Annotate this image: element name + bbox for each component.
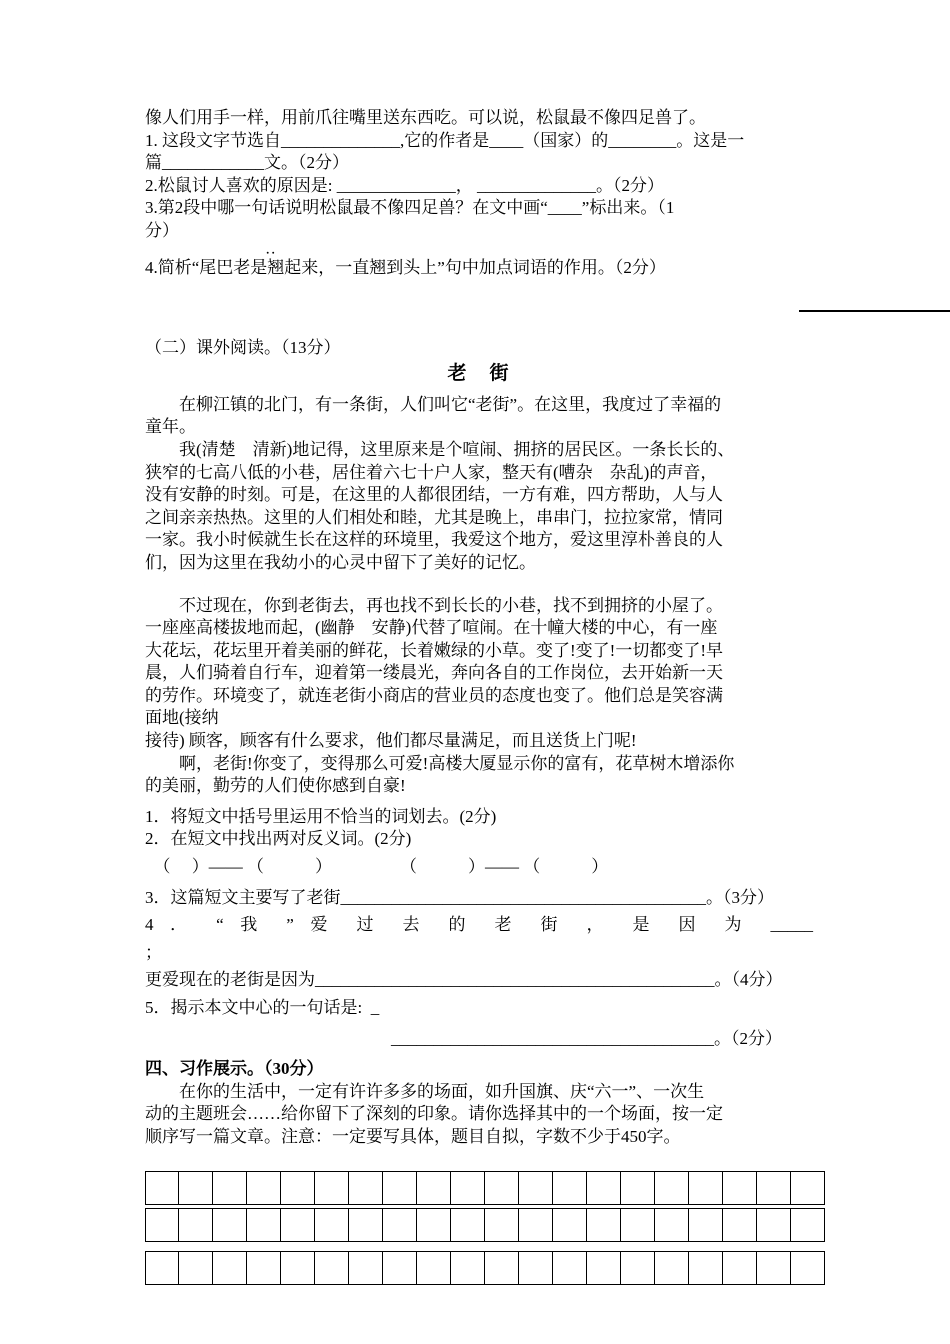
writing-grid-cell — [655, 1251, 689, 1285]
passage-line: 晨，人们骑着自行车，迎着第一缕晨光，奔向各自的工作岗位，去开始新一天 — [145, 663, 723, 683]
question-2-line: 2.松鼠讨人喜欢的原因是: ______________， ______________。（2分） — [145, 175, 664, 195]
writing-grid-cell — [519, 1208, 553, 1242]
page-content — [145, 107, 813, 1285]
passage-line: 一座座高楼拔地而起，(幽静 安静)代替了喧闹。在十幢大楼的中心，有一座 — [145, 618, 718, 638]
writing-grid-cell — [281, 1208, 315, 1242]
page-edge-rule — [799, 310, 950, 312]
reading-question-4-semicolon: ； — [145, 942, 162, 962]
writing-grid-cell — [179, 1208, 213, 1242]
writing-grid-cell — [621, 1251, 655, 1285]
writing-grid-cell — [689, 1171, 723, 1205]
writing-grid-cell — [723, 1171, 757, 1205]
reading-question-5-continuation: ______________________________________。（2分） — [391, 1028, 782, 1048]
passage-line: 之间亲亲热热。这里的人们相处和睦，尤其是晚上，串串门，拉拉家常，情同 — [145, 507, 723, 527]
writing-grid-cell — [247, 1208, 281, 1242]
writing-instruction-line: 顺序写一篇文章。注意：一定要写具体，题目自拟，字数不少于450字。 — [145, 1126, 681, 1146]
writing-grid-row — [145, 1171, 829, 1205]
writing-grid-cell — [553, 1208, 587, 1242]
writing-grid-cell — [553, 1171, 587, 1205]
writing-grid-cell — [587, 1251, 621, 1285]
writing-grid-cell — [519, 1251, 553, 1285]
writing-grid — [145, 1171, 829, 1285]
writing-grid-cell — [315, 1208, 349, 1242]
writing-grid-cell — [791, 1251, 825, 1285]
writing-section — [145, 1058, 813, 1284]
reading-question-3: 3．这篇短文主要写了老街___________________________________________。（3分） — [145, 887, 774, 907]
writing-grid-cell — [145, 1251, 179, 1285]
writing-grid-cell — [383, 1208, 417, 1242]
writing-grid-cell — [621, 1208, 655, 1242]
writing-grid-cell — [417, 1251, 451, 1285]
writing-grid-cell — [723, 1208, 757, 1242]
writing-grid-cell — [349, 1251, 383, 1285]
writing-grid-cell — [281, 1171, 315, 1205]
writing-grid-cell — [791, 1171, 825, 1205]
writing-grid-cell — [451, 1251, 485, 1285]
writing-grid-cell — [655, 1171, 689, 1205]
writing-grid-cell — [553, 1251, 587, 1285]
writing-grid-cell — [757, 1208, 791, 1242]
writing-grid-cell — [621, 1171, 655, 1205]
writing-grid-cell — [213, 1171, 247, 1205]
question-1-line-1: 1. 这段文字节选自______________,它的作者是____（国家）的________。这是一 — [145, 130, 745, 150]
writing-grid-cell — [723, 1251, 757, 1285]
writing-grid-cell — [519, 1171, 553, 1205]
writing-grid-cell — [247, 1251, 281, 1285]
writing-grid-cell — [451, 1208, 485, 1242]
passage-line: 在柳江镇的北门，有一条街，人们叫它“老街”。在这里，我度过了幸福的 — [179, 394, 722, 414]
passage-line: 童年。 — [145, 417, 196, 437]
passage-line: 的美丽，勤劳的人们使你感到自豪! — [145, 776, 406, 796]
reading-question-4: 4 ． “ 我 ” 爱 过 去 的 老 街 ， 是 因 为 _____ — [145, 915, 813, 935]
reading-question-1: 1．将短文中括号里运用不恰当的词划去。(2分) — [145, 806, 497, 826]
reading-question-4-continuation: 更爱现在的老街是因为_______________________________________________。（4分） — [145, 970, 783, 990]
writing-grid-cell — [315, 1171, 349, 1205]
passage-line: 的劳作。环境变了，就连老街小商店的营业员的态度也变了。他们总是笑容满 — [145, 685, 723, 705]
writing-grid-cell — [655, 1208, 689, 1242]
reading-questions — [145, 806, 813, 1050]
writing-grid-cell — [757, 1171, 791, 1205]
question-3-line-2: 分） — [145, 220, 179, 240]
writing-grid-cell — [145, 1208, 179, 1242]
question-4-line: 4.简析“尾巴老是翘起来，一直翘到头上”句中加点词语的作用。（2分） — [145, 257, 666, 277]
passage-line: 啊，老街!你变了，变得那么可爱!高楼大厦显示你的富有，花草树木增添你 — [179, 753, 735, 773]
writing-grid-row — [145, 1251, 829, 1285]
passage-line: 一家。我小时候就生长在这样的环境里，我爱这个地方，爱这里淳朴善良的人 — [145, 530, 723, 550]
reading-question-2: 2．在短文中找出两对反义词。(2分) — [145, 829, 412, 849]
emphasis-dots: ．． — [266, 243, 283, 256]
reading-question-2-blanks: （ ）—— （ ） （ ）—— （ ） — [145, 857, 609, 877]
passage-line: 没有安静的时刻。可是，在这里的人都很团结，一方有难，四方帮助，人与人 — [145, 485, 723, 505]
passage-line: 狭窄的七高八低的小巷，居住着六七十户人家，整天有(嘈杂 杂乱)的声音， — [145, 462, 718, 482]
writing-instruction-line: 动的主题班会……给你留下了深刻的印象。请你选择其中的一个场面，按一定 — [145, 1104, 723, 1124]
writing-grid-cell — [689, 1208, 723, 1242]
reading-section — [145, 337, 813, 1050]
writing-grid-cell — [179, 1251, 213, 1285]
writing-grid-cell — [587, 1208, 621, 1242]
writing-grid-cell — [417, 1208, 451, 1242]
question-3-line-1: 3.第2段中哪一句话说明松鼠最不像四足兽？在文中画“____”标出来。（1 — [145, 198, 675, 218]
writing-grid-cell — [213, 1208, 247, 1242]
writing-grid-cell — [485, 1208, 519, 1242]
writing-grid-cell — [179, 1171, 213, 1205]
reading-section-heading: （二）课外阅读。（13分） — [145, 338, 341, 358]
writing-grid-cell — [349, 1171, 383, 1205]
writing-section-heading: 四、习作展示。（30分） — [145, 1059, 324, 1079]
writing-grid-cell — [485, 1251, 519, 1285]
passage-title: 老 街 — [447, 362, 511, 384]
writing-grid-cell — [145, 1171, 179, 1205]
writing-grid-cell — [757, 1251, 791, 1285]
passage-line: 们，因为这里在我幼小的心灵中留下了美好的记忆。 — [145, 552, 536, 572]
writing-grid-cell — [281, 1251, 315, 1285]
writing-grid-cell — [383, 1171, 417, 1205]
squirrel-question-section — [145, 107, 813, 279]
writing-grid-cell — [383, 1251, 417, 1285]
writing-grid-cell — [689, 1251, 723, 1285]
writing-grid-cell — [485, 1171, 519, 1205]
reading-question-5: 5．揭示本文中心的一句话是: _ — [145, 998, 380, 1017]
passage-line: 不过现在，你到老街去，再也找不到长长的小巷，找不到拥挤的小屋了。 — [179, 595, 723, 615]
writing-grid-cell — [315, 1251, 349, 1285]
question-1-line-2: 篇____________文。（2分） — [145, 153, 349, 173]
passage-line: 接待) 顾客，顾客有什么要求，他们都尽量满足，而且送货上门呢! — [145, 731, 637, 751]
passage-line: 大花坛，花坛里开着美丽的鲜花，长着嫩绿的小草。变了!变了!一切都变了!早 — [145, 640, 723, 660]
writing-grid-cell — [213, 1251, 247, 1285]
writing-grid-row — [145, 1208, 829, 1242]
passage-line: 我(清楚 清新)地记得，这里原来是个喧闹、拥挤的居民区。一条长长的、 — [179, 439, 735, 459]
writing-grid-cell — [247, 1171, 281, 1205]
passage-body — [145, 394, 813, 798]
passage-continuation-line: 像人们用手一样，用前爪往嘴里送东西吃。可以说，松鼠最不像四足兽了。 — [145, 108, 706, 127]
writing-grid-cell — [791, 1208, 825, 1242]
writing-grid-cell — [417, 1171, 451, 1205]
writing-grid-cell — [587, 1171, 621, 1205]
writing-instruction-line: 在你的生活中，一定有许许多多的场面，如升国旗、庆“六一”、一次生 — [179, 1081, 705, 1101]
passage-line: 面地(接纳 — [145, 708, 219, 728]
writing-grid-cell — [349, 1208, 383, 1242]
writing-grid-cell — [451, 1171, 485, 1205]
